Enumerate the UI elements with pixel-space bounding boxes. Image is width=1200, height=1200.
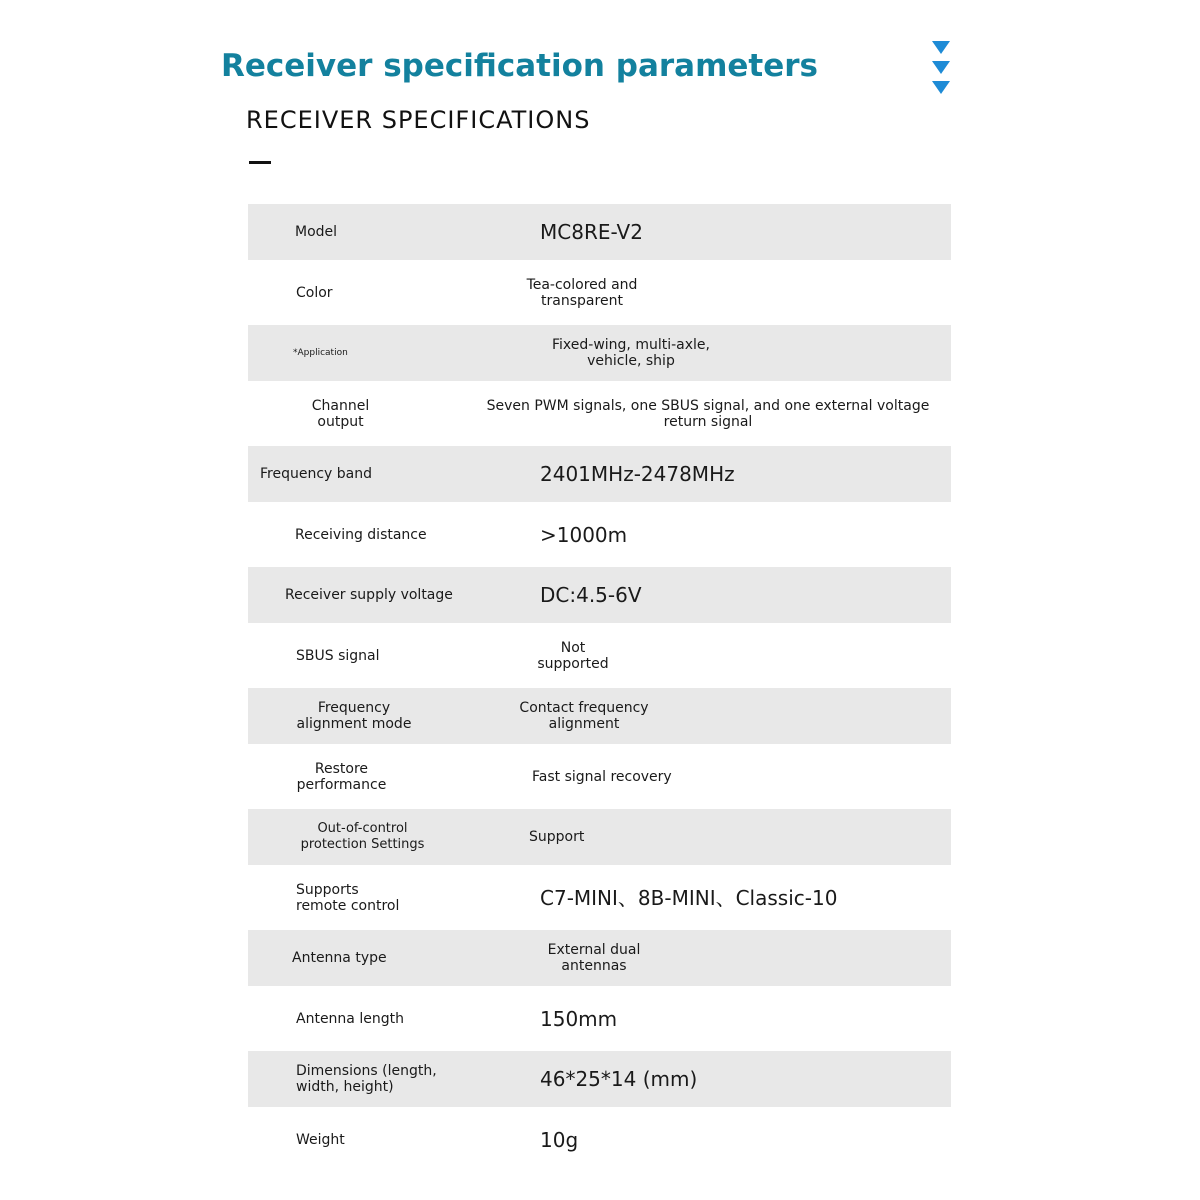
spec-row-color	[248, 265, 951, 321]
spec-label: Frequency alignment mode	[296, 700, 412, 732]
spec-row-antenna-type	[248, 930, 951, 986]
spec-row-supported-remotes	[248, 870, 951, 926]
spec-row-channel-output	[248, 386, 951, 442]
spec-row-sbus-signal	[248, 628, 951, 684]
spec-value: Fixed-wing, multi-axle, vehicle, ship	[552, 337, 710, 369]
spec-label: Restore performance	[296, 760, 387, 793]
section-subtitle: RECEIVER SPECIFICATIONS	[246, 106, 591, 134]
spec-label: Receiving distance	[295, 526, 427, 543]
spec-label: Color	[296, 284, 333, 301]
spec-value: 150mm	[540, 1006, 618, 1031]
spec-row-supply-voltage	[248, 567, 951, 623]
spec-value: Not supported	[537, 639, 609, 672]
spec-value: Support	[529, 829, 585, 845]
spec-row-frequency-band	[248, 446, 951, 502]
spec-value: DC:4.5-6V	[540, 583, 642, 607]
spec-value: C7-MINI、8B-MINI、Classic-10	[540, 885, 838, 910]
spec-row-application	[248, 325, 951, 381]
spec-value: 2401MHz-2478MHz	[540, 462, 735, 486]
page-title: Receiver specification parameters	[221, 48, 819, 84]
spec-label: Antenna length	[296, 1010, 404, 1027]
subtitle-divider	[249, 161, 271, 164]
spec-value: Contact frequency alignment	[519, 700, 649, 732]
spec-label: Out-of-control protection Settings	[300, 821, 425, 852]
spec-label: SBUS signal	[296, 647, 380, 664]
spec-label: Antenna type	[292, 950, 387, 966]
spec-value: Tea-colored and transparent	[526, 276, 638, 309]
spec-label: Supports remote control	[296, 881, 400, 914]
spec-label: *Application	[293, 348, 348, 358]
spec-label: Channel output	[311, 397, 370, 430]
spec-value: 46*25*14 (mm)	[540, 1067, 698, 1091]
spec-row-alignment-mode	[248, 688, 951, 744]
spec-label: Dimensions (length, width, height)	[296, 1063, 437, 1095]
spec-value: External dual antennas	[547, 942, 641, 974]
spec-row-dimensions	[248, 1051, 951, 1107]
spec-row-receiving-distance	[248, 507, 951, 563]
spec-value: MC8RE-V2	[540, 220, 643, 244]
spec-row-failsafe	[248, 809, 951, 865]
spec-label: Frequency band	[260, 466, 372, 482]
spec-row-antenna-length	[248, 991, 951, 1047]
spec-value: Fast signal recovery	[532, 768, 672, 785]
spec-table	[248, 204, 951, 1172]
spec-row-restore-performance	[248, 749, 951, 805]
spec-value: >1000m	[540, 522, 628, 547]
spec-label: Weight	[296, 1131, 345, 1148]
spec-label: Model	[295, 224, 338, 240]
spec-row-model	[248, 204, 951, 260]
spec-label: Receiver supply voltage	[285, 587, 453, 603]
spec-value: 10g	[540, 1127, 579, 1152]
spec-value: Seven PWM signals, one SBUS signal, and one external voltage return signal	[486, 397, 930, 430]
triple-chevron-down-icon	[931, 40, 951, 98]
spec-row-weight	[248, 1112, 951, 1168]
